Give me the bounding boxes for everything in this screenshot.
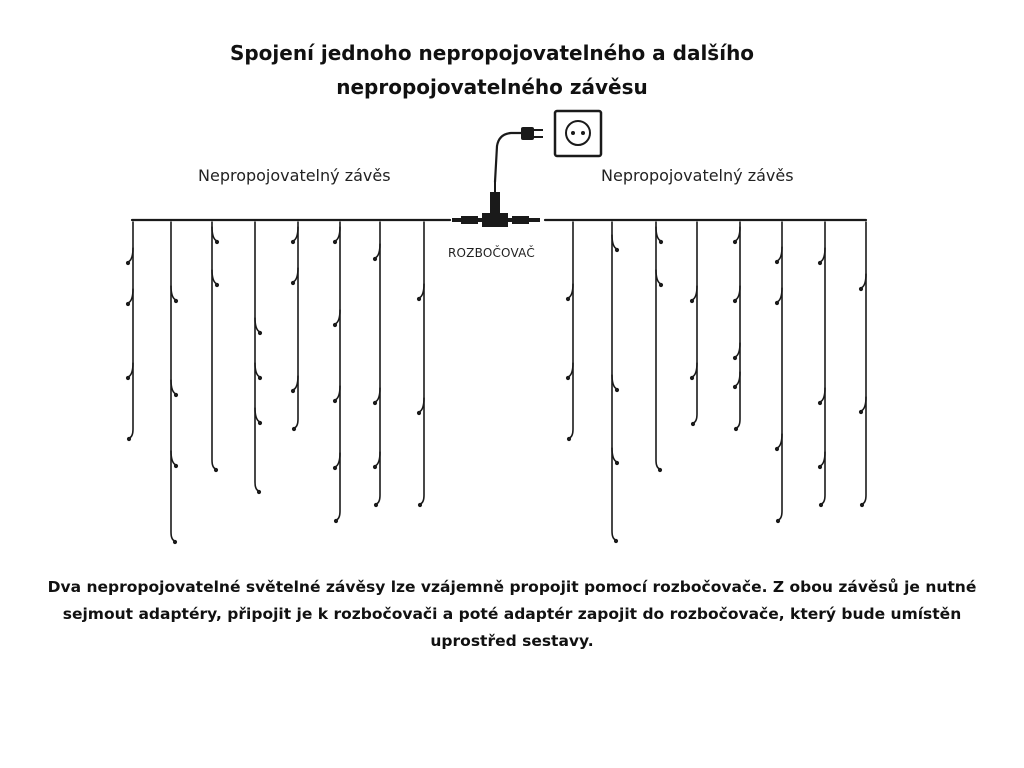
light-bulb [659, 240, 663, 244]
left-curtain-label: Nepropojovatelný závěs [198, 166, 391, 185]
light-strand [859, 222, 866, 507]
light-strand [690, 222, 697, 426]
light-strand [291, 222, 298, 431]
light-bulb [818, 465, 822, 469]
light-bulb [174, 464, 178, 468]
light-bulb [614, 539, 618, 543]
light-bulb [333, 240, 337, 244]
light-bulb [818, 401, 822, 405]
light-bulb [615, 388, 619, 392]
light-bulb [215, 240, 219, 244]
light-bulb [733, 385, 737, 389]
light-bulb [417, 411, 421, 415]
left-curtain [126, 220, 450, 544]
light-bulb [690, 299, 694, 303]
light-bulb [659, 283, 663, 287]
light-strand [417, 222, 424, 507]
light-bulb [214, 468, 218, 472]
light-bulb [174, 299, 178, 303]
light-bulb [776, 519, 780, 523]
light-bulb [258, 331, 262, 335]
light-strand [255, 222, 262, 494]
light-bulb [374, 503, 378, 507]
diagram-title: Spojení jednoho nepropojovatelného a dalšího nepropojovatelného závěsu [229, 41, 755, 99]
light-bulb [258, 421, 262, 425]
light-bulb [775, 260, 779, 264]
light-bulb [215, 283, 219, 287]
light-bulb [257, 490, 261, 494]
light-strand [733, 222, 740, 431]
light-bulb [615, 248, 619, 252]
splitter-label: ROZBOČOVAČ [448, 246, 535, 260]
light-strand [212, 222, 219, 472]
light-bulb [775, 301, 779, 305]
light-bulb [860, 503, 864, 507]
light-strand [612, 222, 619, 543]
light-bulb [333, 399, 337, 403]
plug-icon [521, 127, 543, 140]
light-bulb [734, 427, 738, 431]
light-bulb [417, 297, 421, 301]
light-bulb [173, 540, 177, 544]
light-bulb [258, 376, 262, 380]
light-strand [775, 222, 782, 523]
light-bulb [859, 287, 863, 291]
light-strand [171, 222, 178, 544]
light-bulb [733, 240, 737, 244]
light-bulb [775, 447, 779, 451]
light-bulb [690, 376, 694, 380]
light-bulb [333, 323, 337, 327]
light-bulb [174, 393, 178, 397]
light-bulb [691, 422, 695, 426]
light-bulb [733, 356, 737, 360]
light-bulb [373, 257, 377, 261]
diagram-description: Dva nepropojovatelné světelné závěsy lze vzájemně propojit pomocí rozbočovače. Z obou závěsů je nutné sejmout adaptéry, připojit je k rozbočovači a poté adaptér zapojit do rozbočovače, který bude umístěn uprostřed sestavy. [47, 578, 977, 650]
light-bulb [658, 468, 662, 472]
light-bulb [291, 281, 295, 285]
light-bulb [334, 519, 338, 523]
light-bulb [818, 261, 822, 265]
light-bulb [566, 297, 570, 301]
light-bulb [126, 302, 130, 306]
wall-socket-icon [555, 111, 601, 156]
power-cord [495, 133, 522, 182]
right-curtain-label: Nepropojovatelný závěs [601, 166, 794, 185]
light-bulb [819, 503, 823, 507]
light-strand [656, 222, 663, 472]
splitter-icon [452, 182, 540, 227]
light-bulb [291, 240, 295, 244]
light-bulb [373, 465, 377, 469]
light-bulb [292, 427, 296, 431]
light-strand [373, 222, 380, 507]
light-bulb [126, 261, 130, 265]
light-bulb [859, 410, 863, 414]
light-bulb [567, 437, 571, 441]
light-bulb [418, 503, 422, 507]
light-strand [126, 222, 133, 441]
light-bulb [373, 401, 377, 405]
light-bulb [291, 389, 295, 393]
light-bulb [615, 461, 619, 465]
light-strand [818, 222, 825, 507]
light-bulb [126, 376, 130, 380]
light-strand [566, 222, 573, 441]
light-strand [333, 222, 340, 523]
light-bulb [733, 299, 737, 303]
light-bulb [566, 376, 570, 380]
light-bulb [127, 437, 131, 441]
light-bulb [333, 466, 337, 470]
right-curtain [545, 220, 866, 543]
